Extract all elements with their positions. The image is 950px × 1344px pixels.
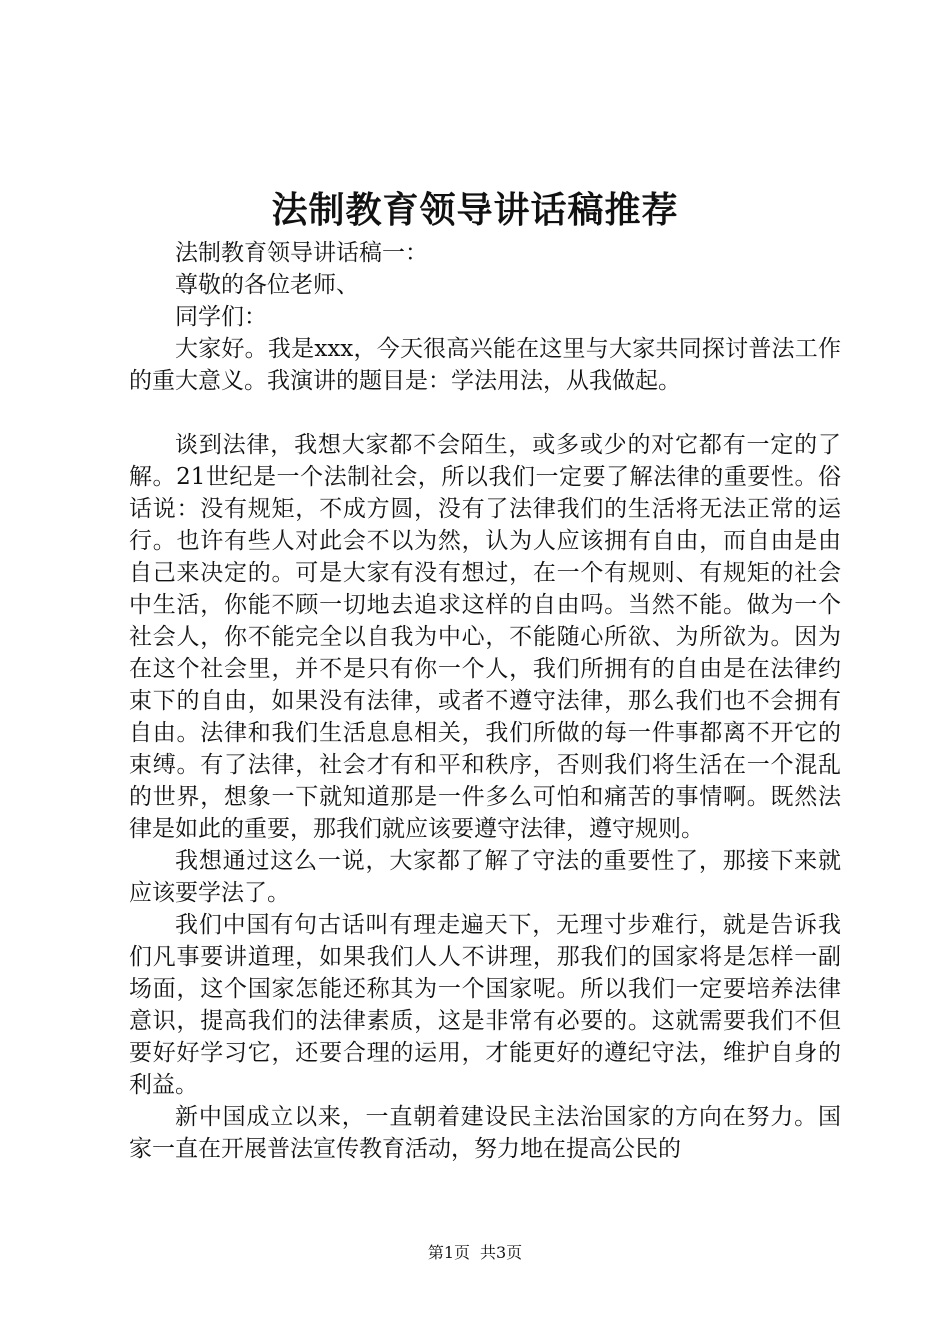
- page-total: 共3页: [480, 1243, 523, 1262]
- page-number: 第1页: [427, 1243, 470, 1262]
- salutation-students: 同学们：: [175, 304, 267, 330]
- paragraph-greeting: 大家好。我是xxx，今天很高兴能在这里与大家共同探讨普法工作的重大意义。我演讲的题目是：学法用法，从我做起。: [129, 336, 841, 394]
- document-title: 法制教育领导讲话稿推荐: [271, 189, 679, 231]
- paragraph-reason: 我们中国有句古话叫有理走遍天下，无理寸步难行，就是告诉我们凡事要讲道理，如果我们人人不讲理，那我们的国家将是怎样一副场面，这个国家怎能还称其为一个国家呢。所以我们一定要培养法律意识，提高我们的法律素质，这是非常有必要的。这就需要我们不但要好好学习它，还要合理的运用，才能更好的遵纪守法，维护自身的利益。: [129, 912, 841, 1098]
- paragraph-law-importance: 谈到法律，我想大家都不会陌生，或多或少的对它都有一定的了解。21世纪是一个法制社会，所以我们一定要了解法律的重要性。俗话说：没有规矩，不成方圆，没有了法律我们的生活将无法正常的运行。也许有些人对此会不以为然，认为人应该拥有自由，而自由是由自己来决定的。可是大家有没有想过，在一个有规则、有规矩的社会中生活，你能不顾一切地去追求这样的自由吗。当然不能。做为一个社会人，你不能完全以自我为中心，不能随心所欲、为所欲为。因为在这个社会里，并不是只有你一个人，我们所拥有的自由是在法律约束下的自由，如果没有法律，或者不遵守法律，那么我们也不会拥有自由。法律和我们生活息息相关，我们所做的每一件事都离不开它的束缚。有了法律，社会才有和平和秩序，否则我们将生活在一个混乱的世界，想象一下就知道那是一件多么可怕和痛苦的事情啊。既然法律是如此的重要，那我们就应该要遵守法律，遵守规则。: [129, 432, 841, 842]
- paragraph-learn-law: 我想通过这么一说，大家都了解了守法的重要性了，那接下来就应该要学法了。: [129, 848, 841, 906]
- page-footer: [0, 1240, 950, 1263]
- document-body: [129, 237, 841, 1165]
- speech-heading: 法制教育领导讲话稿一：: [175, 240, 428, 266]
- salutation-teachers: 尊敬的各位老师、: [175, 272, 359, 298]
- paragraph-new-china: 新中国成立以来，一直朝着建设民主法治国家的方向在努力。国家一直在开展普法宣传教育活动，努力地在提高公民的: [129, 1104, 841, 1162]
